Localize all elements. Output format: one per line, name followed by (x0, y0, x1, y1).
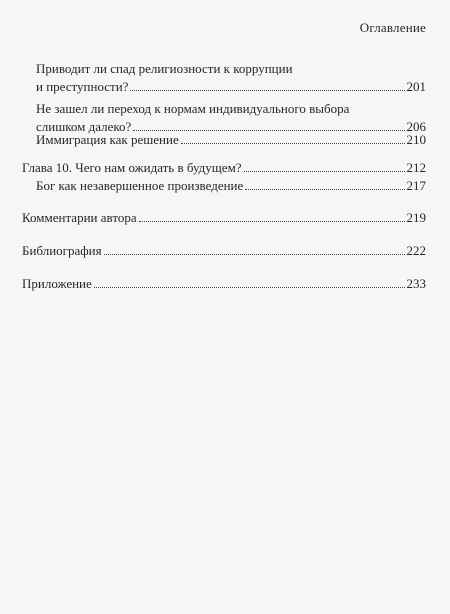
toc-entry-section[interactable] (22, 208, 426, 226)
dot-leader (245, 176, 404, 190)
toc-entry-chapter[interactable] (22, 158, 426, 176)
toc-page-number: 210 (406, 132, 426, 147)
toc-entry-title: Библиография (22, 243, 102, 258)
toc-entry-section[interactable] (22, 274, 426, 292)
toc-entry-title: Комментарии автора (22, 210, 137, 225)
toc-entry-title: Иммиграция как решение (36, 132, 179, 147)
toc-entry-title-cont: слишком далеко? (36, 119, 132, 134)
toc-entry[interactable] (22, 176, 426, 194)
toc-entry-title-cont: и преступности? (36, 79, 129, 94)
toc-page-number: 222 (406, 243, 426, 258)
toc-entry-title: Приводит ли спад религиозности к коррупции (36, 61, 293, 76)
running-head: Оглавление (359, 20, 426, 35)
toc-page-number: 212 (406, 160, 426, 175)
toc-entry-title: Бог как незавершенное произведение (36, 178, 244, 193)
dot-leader (133, 117, 404, 131)
toc-entry-section[interactable] (22, 241, 426, 259)
toc-entry-title: Глава 10. Чего нам ожидать в будущем? (22, 160, 242, 175)
toc-entry[interactable] (22, 60, 426, 95)
dot-leader (244, 158, 405, 172)
dot-leader (130, 77, 404, 91)
toc-page-number: 206 (406, 119, 426, 134)
dot-leader (94, 274, 405, 288)
toc-page-number: 217 (406, 178, 426, 193)
toc-entry-title: Приложение (22, 276, 92, 291)
toc-page-number: 219 (406, 210, 426, 225)
dot-leader (139, 208, 405, 222)
dot-leader (181, 130, 405, 144)
toc-entry-title: Не зашел ли переход к нормам индивидуального выбора (36, 101, 350, 116)
toc-page-number: 201 (406, 79, 426, 94)
dot-leader (104, 241, 405, 255)
toc-page-number: 233 (406, 276, 426, 291)
toc-entry[interactable] (22, 130, 426, 148)
